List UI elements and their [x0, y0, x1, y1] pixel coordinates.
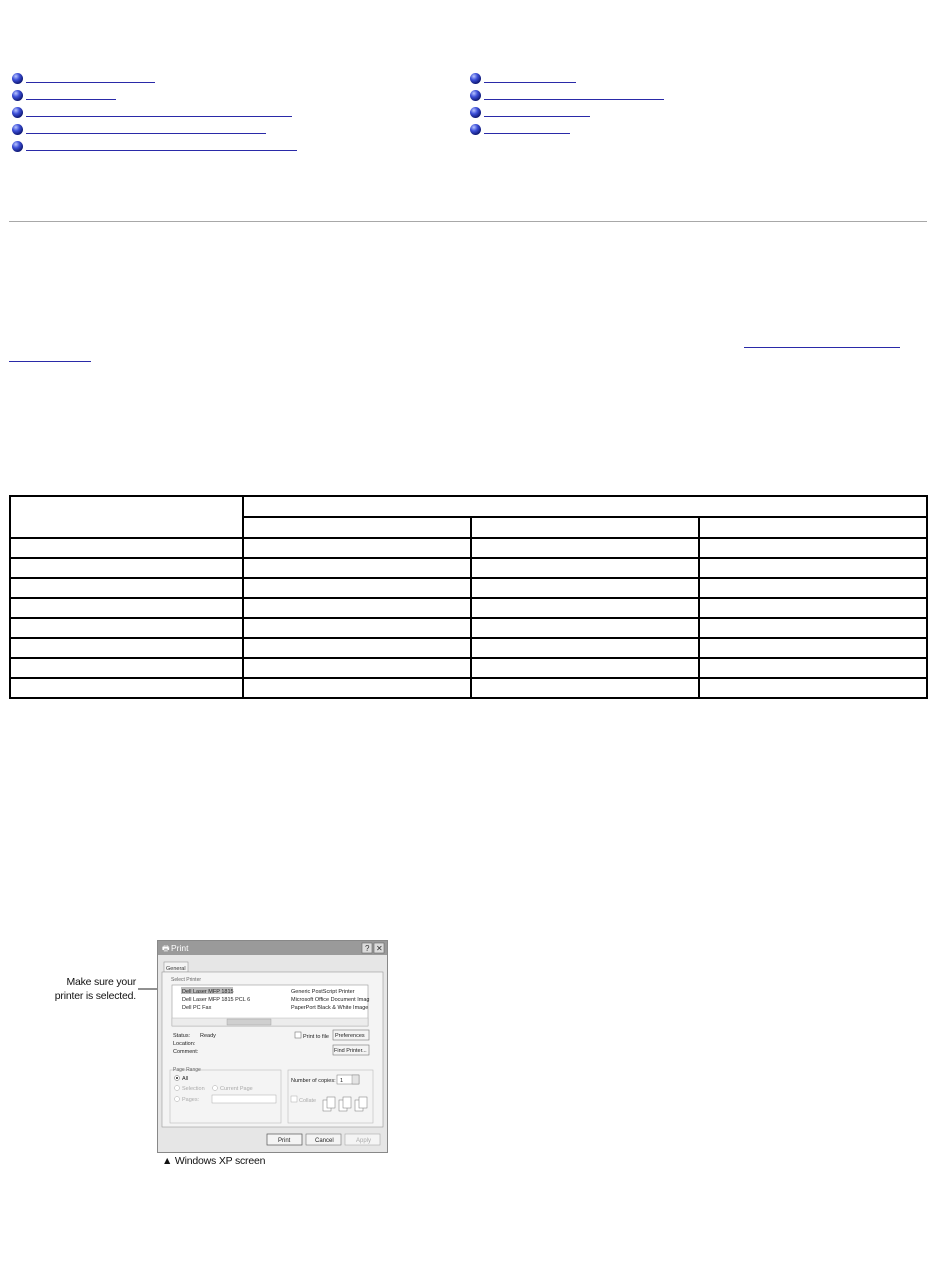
copies-value: 1	[340, 1078, 344, 1084]
radio-dot	[176, 1077, 178, 1079]
printer-item[interactable]: Generic PostScript Printer	[291, 989, 355, 995]
print-to-file-checkbox[interactable]	[295, 1032, 301, 1038]
toc-item[interactable]	[12, 139, 432, 156]
table-cell	[10, 678, 243, 698]
bullet-icon	[12, 90, 23, 101]
toc-right	[470, 71, 890, 139]
apply-button-label: Apply	[356, 1138, 372, 1144]
range-pages-radio[interactable]	[175, 1097, 180, 1102]
table-cell	[10, 618, 243, 638]
table-cell	[10, 598, 243, 618]
table-row	[10, 598, 927, 618]
toc-item[interactable]	[470, 88, 890, 105]
table-row	[10, 658, 927, 678]
table-cell	[699, 638, 927, 658]
bullet-icon	[12, 107, 23, 118]
table-row	[10, 638, 927, 658]
table-cell	[699, 598, 927, 618]
find-printer-button-label: Find Printer...	[334, 1048, 367, 1054]
table-cell	[471, 638, 699, 658]
cancel-button-label: Cancel	[315, 1138, 334, 1144]
toc-link[interactable]	[484, 82, 576, 83]
select-printer-label: Select Printer	[171, 977, 202, 983]
collate-pages-icon	[323, 1097, 367, 1111]
table-cell	[699, 517, 927, 538]
table-cell	[471, 558, 699, 578]
toc-link[interactable]	[26, 133, 266, 134]
printer-item[interactable]: Dell Laser MFP 1815 PCL 6	[182, 997, 251, 1003]
print-button-label: Print	[278, 1138, 291, 1144]
toc-item[interactable]	[12, 71, 432, 88]
collate-label: Collate	[299, 1098, 317, 1104]
printer-item[interactable]: Microsoft Office Document Imag	[291, 997, 370, 1003]
toc-item[interactable]	[470, 105, 890, 122]
preferences-button-label: Preferences	[335, 1033, 365, 1039]
location-label: Location:	[173, 1041, 196, 1047]
table-cell	[10, 638, 243, 658]
toc-item[interactable]	[12, 88, 432, 105]
callout	[48, 975, 158, 1023]
table-cell	[243, 598, 471, 618]
help-icon-glyph: ?	[365, 944, 370, 953]
table-cell	[699, 578, 927, 598]
printer-icon: 🖶	[162, 944, 170, 953]
paragraph-link[interactable]	[744, 347, 900, 348]
callout-line: printer is selected.	[54, 990, 136, 1002]
copies-label: Number of copies:	[291, 1078, 336, 1084]
toc-item[interactable]	[470, 71, 890, 88]
table-cell	[699, 618, 927, 638]
tab-general-label: General	[166, 966, 186, 972]
printer-item[interactable]: Dell PC Fax	[182, 1005, 212, 1011]
print-dialog-screenshot	[157, 940, 388, 1153]
toc-left	[12, 71, 432, 156]
screenshot-caption: ▲ Windows XP screen	[162, 1155, 266, 1167]
table-cell	[699, 678, 927, 698]
bullet-icon	[12, 124, 23, 135]
print-to-file-label: Print to file	[303, 1034, 329, 1040]
collate-checkbox[interactable]	[291, 1096, 297, 1102]
table-cell	[243, 638, 471, 658]
bullet-icon	[470, 90, 481, 101]
dialog-title: Print	[171, 943, 189, 953]
toc-link[interactable]	[26, 99, 116, 100]
table-cell	[471, 517, 699, 538]
bullet-icon	[12, 141, 23, 152]
scrollbar-thumb[interactable]	[227, 1019, 271, 1025]
table-cell	[699, 558, 927, 578]
printer-item[interactable]: PaperPort Black & White Image	[291, 1005, 369, 1011]
section-divider	[9, 221, 927, 222]
toc-item[interactable]	[12, 122, 432, 139]
toc-item[interactable]	[12, 105, 432, 122]
callout-leader	[48, 975, 158, 1023]
table-row	[10, 578, 927, 598]
page-range-label: Page Range	[173, 1067, 201, 1073]
table-cell	[243, 678, 471, 698]
toc-link[interactable]	[484, 116, 590, 117]
table-cell	[243, 517, 471, 538]
bullet-icon	[12, 73, 23, 84]
toc-link[interactable]	[484, 133, 570, 134]
range-selection-label: Selection	[182, 1086, 205, 1092]
table-cell	[243, 538, 471, 558]
table-cell	[10, 538, 243, 558]
table-cell	[699, 658, 927, 678]
table-row	[10, 678, 927, 698]
table-cell	[471, 578, 699, 598]
table-cell	[699, 538, 927, 558]
toc-link[interactable]	[26, 150, 297, 151]
range-current-page-label: Current Page	[220, 1086, 253, 1092]
bullet-icon	[470, 124, 481, 135]
status-label: Status:	[173, 1033, 191, 1039]
spec-table	[9, 495, 928, 699]
paragraph-link[interactable]	[9, 361, 91, 362]
table-cell	[10, 496, 243, 538]
status-value: Ready	[200, 1033, 216, 1039]
range-selection-radio[interactable]	[175, 1086, 180, 1091]
bullet-icon	[470, 73, 481, 84]
table-row	[10, 538, 927, 558]
toc-link[interactable]	[484, 99, 664, 100]
printer-item[interactable]: Dell Laser MFP 1815	[182, 989, 234, 995]
table-cell	[10, 658, 243, 678]
bullet-icon	[470, 107, 481, 118]
table-cell	[471, 658, 699, 678]
table-cell	[243, 578, 471, 598]
callout-line: Make sure your	[66, 976, 136, 988]
toc-item[interactable]	[470, 122, 890, 139]
pages-input[interactable]	[212, 1095, 276, 1103]
table-cell	[243, 558, 471, 578]
stepper-arrows-icon[interactable]	[352, 1075, 359, 1084]
table-cell	[10, 558, 243, 578]
table-cell	[243, 618, 471, 638]
comment-label: Comment:	[173, 1049, 199, 1055]
table-header-row	[10, 496, 927, 517]
toc-link[interactable]	[26, 82, 155, 83]
range-pages-label: Pages:	[182, 1097, 200, 1103]
close-icon-glyph: ✕	[376, 944, 383, 953]
table-cell	[243, 658, 471, 678]
table-cell	[10, 578, 243, 598]
dialog-titlebar	[158, 941, 387, 955]
table-row	[10, 618, 927, 638]
range-current-page-radio[interactable]	[213, 1086, 218, 1091]
table-cell	[243, 496, 927, 517]
table-cell	[471, 618, 699, 638]
table-cell	[471, 538, 699, 558]
range-all-label: All	[182, 1076, 189, 1082]
table-row	[10, 558, 927, 578]
toc-link[interactable]	[26, 116, 292, 117]
table-cell	[471, 598, 699, 618]
table-cell	[471, 678, 699, 698]
